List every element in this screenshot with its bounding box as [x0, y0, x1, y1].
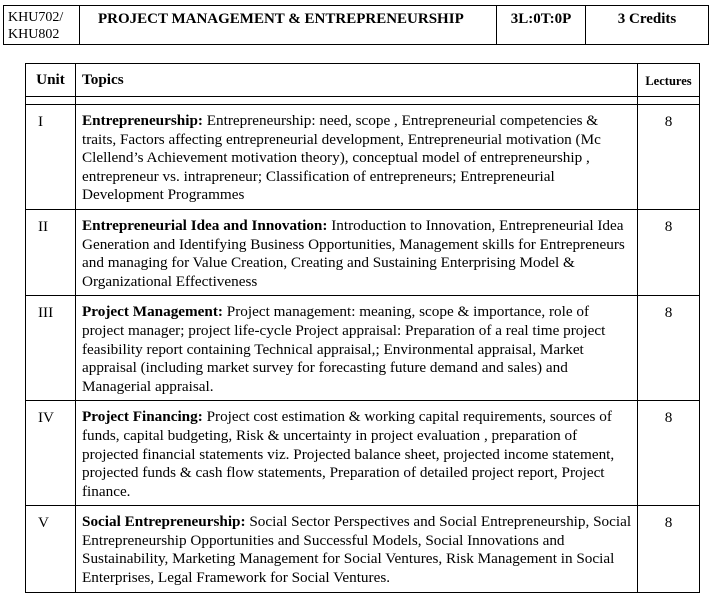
table-row: [26, 209, 700, 295]
lecture-count: 8: [638, 105, 700, 210]
unit-number: I: [26, 105, 76, 210]
unit-number: II: [26, 209, 76, 295]
spacer-cell: [76, 97, 638, 105]
column-header-unit: Unit: [26, 64, 76, 97]
unit-number: V: [26, 506, 76, 592]
syllabus-table: [25, 63, 700, 593]
topic-text: Project management: meaning, scope & importance, role of project manager; project life-cycle Project appraisal: Preparation of a real time project feasibility report containing Technical appraisal,; Environmental appraisal, Market appraisal (including market survey for forecasting future demand and sales) and Managerial appraisal.: [82, 303, 606, 395]
course-header-row: [4, 6, 709, 45]
course-credits: 3 Credits: [586, 6, 709, 45]
topic-heading: Entrepreneurial Idea and Innovation:: [82, 216, 328, 234]
topic-text: Social Sector Perspectives and Social Entrepreneurship, Social Entrepreneurship Opportunities and Successful Models, Social Innovations and Sustainability, Marketing Management for Social Ventures, Risk Management in Social Enterprises, Legal Framework for Social Ventures.: [82, 513, 632, 587]
topic-cell: [76, 401, 638, 506]
course-ltp: 3L:0T:0P: [497, 6, 586, 45]
table-row: [26, 506, 700, 592]
topic-cell: [76, 296, 638, 401]
topic-cell: [76, 105, 638, 210]
lecture-count: 8: [638, 296, 700, 401]
lecture-count: 8: [638, 401, 700, 506]
topic-cell: [76, 209, 638, 295]
spacer-cell: [638, 97, 700, 105]
unit-number: IV: [26, 401, 76, 506]
syllabus-header-row: [26, 64, 700, 97]
course-header: [3, 5, 709, 45]
topic-heading: Social Entrepreneurship:: [82, 513, 246, 531]
table-row: [26, 401, 700, 506]
lecture-count: 8: [638, 209, 700, 295]
course-code-cell: [4, 6, 80, 45]
table-row: [26, 296, 700, 401]
spacer-cell: [26, 97, 76, 105]
topic-heading: Project Financing:: [82, 408, 203, 426]
table-row: [26, 105, 700, 210]
column-header-lectures: Lectures: [638, 64, 700, 97]
topic-text: Introduction to Innovation, Entrepreneurial Idea Generation and Identifying Business Opportunities, Management skills for Entrepreneurs and managing for Value Creation, Creating and Sustaining Enterprising Model & Organizational Effectiveness: [82, 216, 625, 290]
lecture-count: 8: [638, 506, 700, 592]
topic-heading: Entrepreneurship:: [82, 112, 203, 129]
course-code-line2: KHU802: [8, 27, 60, 42]
unit-number: III: [26, 296, 76, 401]
topic-heading: Project Management:: [82, 303, 223, 321]
topic-cell: [76, 506, 638, 592]
topic-text: Entrepreneurship: need, scope , Entrepreneurial competencies & traits, Factors affecting entrepreneurial development, Entrepreneurial motivation (Mc Clellend’s Achievement motivation theory), conceptual model of entrepreneurship , entrepreneur vs. intrapreneur; Classification of entrepreneurs; Entrepreneurial Development Programmes: [82, 112, 601, 204]
course-code-line1: KHU702/: [8, 10, 64, 25]
course-title: PROJECT MANAGEMENT & ENTREPRENEURSHIP: [80, 6, 497, 45]
column-header-topics: Topics: [76, 64, 638, 97]
topic-text: Project cost estimation & working capital requirements, sources of funds, capital budgeting, Risk & uncertainty in project evaluation , preparation of projected financial statements viz. Projected balance sheet, projected income statement, projected funds & cash flow statements, Preparation of detailed project report, Project finance.: [82, 408, 615, 500]
header-spacer-row: [26, 97, 700, 105]
